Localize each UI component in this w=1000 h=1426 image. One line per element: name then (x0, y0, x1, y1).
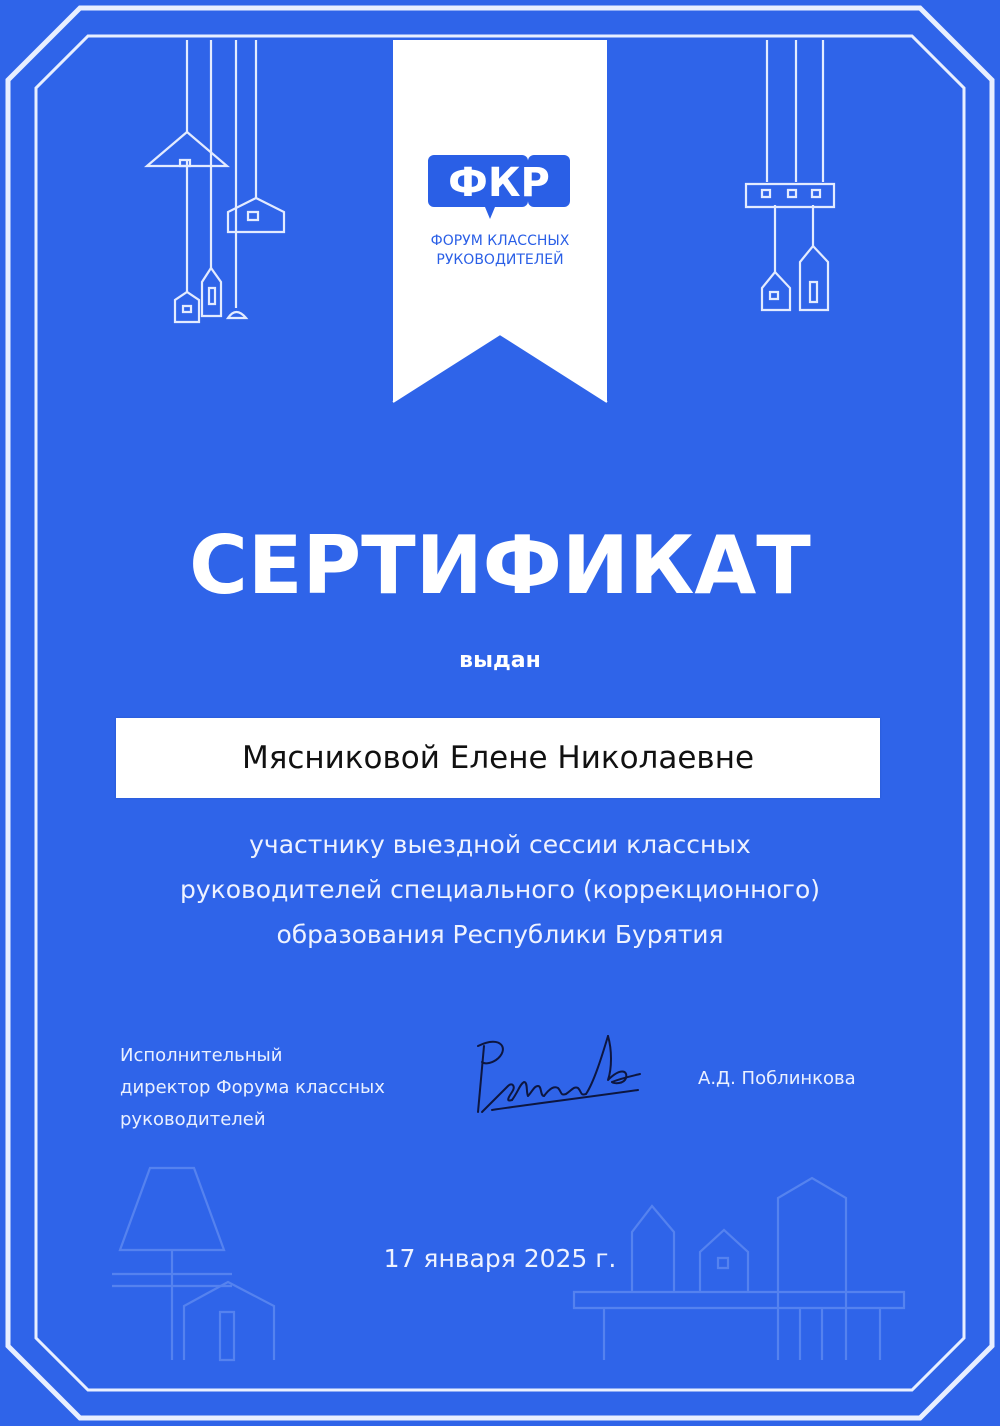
logo-caption (393, 232, 607, 270)
description-line: руководителей специального (коррекционного) (179, 875, 820, 904)
recipient-name: Мясниковой Елене Николаевне (241, 740, 755, 776)
logo-caption-line2: РУКОВОДИТЕЛЕЙ (436, 252, 564, 268)
certificate-title: СЕРТИФИКАТ (189, 519, 811, 612)
certificate-description (80, 822, 920, 957)
signatory-name: А.Д. Поблинкова (698, 1068, 856, 1089)
issue-date: 17 января 2025 г. (383, 1244, 617, 1273)
issued-label: выдан (459, 648, 541, 673)
role-line: Исполнительный (120, 1045, 283, 1066)
recipient-name-box (116, 718, 880, 798)
description-line: участнику выездной сессии классных (249, 830, 751, 859)
ribbon-banner (393, 40, 607, 402)
signature-image (462, 1016, 652, 1126)
house-window-icon (486, 382, 514, 410)
hanging-houses-right (746, 40, 834, 310)
logo-mark-text: ФКР (448, 160, 550, 206)
description-line: образования Республики Бурятия (276, 920, 724, 949)
role-line: руководителей (120, 1109, 266, 1130)
logo-caption-line1: ФОРУМ КЛАССНЫХ (430, 233, 570, 249)
hanging-houses-left (147, 40, 284, 322)
role-line: директор Форума классных (120, 1077, 385, 1098)
signatory-role (120, 1040, 450, 1136)
